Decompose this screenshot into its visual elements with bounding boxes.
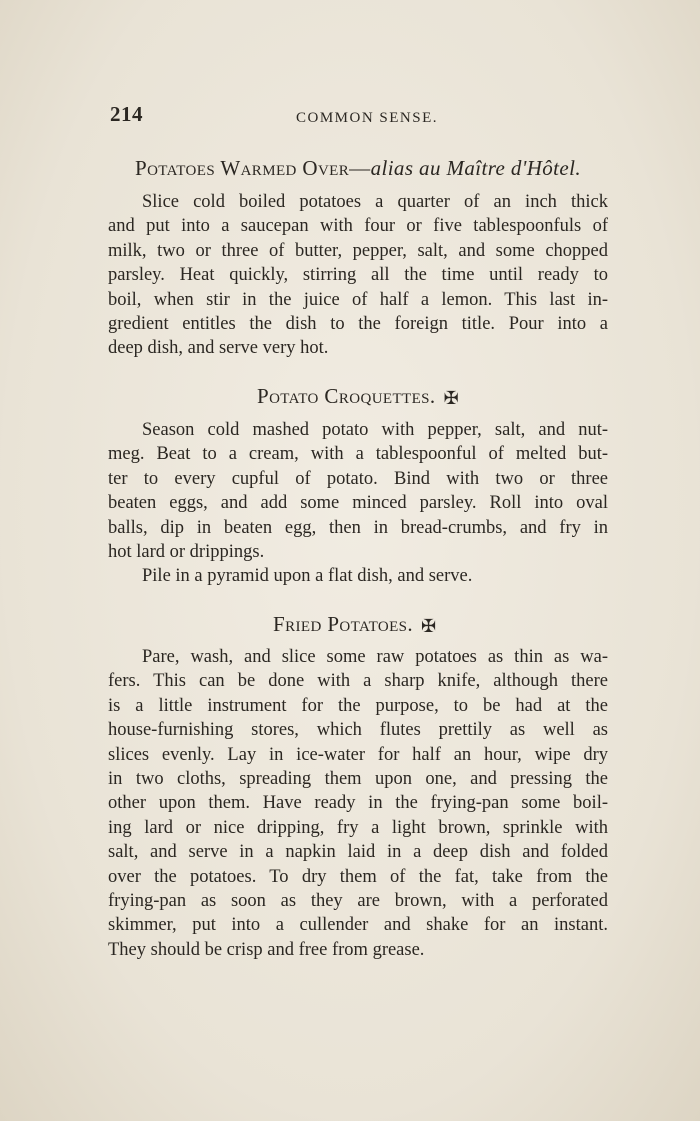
recipe-heading-title: Potatoes Warmed Over <box>135 156 350 180</box>
text-line: boil, when stir in the juice of half a lemon. This last in- <box>108 289 608 310</box>
text-line: salt, and serve in a napkin laid in a deep dish and folded <box>108 842 608 863</box>
page-number: 214 <box>110 102 143 126</box>
text-line: ter to every cupful of potato. Bind with two or three <box>108 468 608 489</box>
recipe-paragraph <box>108 645 608 962</box>
recipe-paragraph <box>108 190 608 361</box>
recipe-heading-potato-croquettes <box>257 384 459 409</box>
text-line: is a little instrument for the purpose, to be had at the <box>108 695 608 716</box>
text-line: hot lard or drippings. <box>108 542 265 563</box>
text-line: meg. Beat to a cream, with a tablespoonful of melted but- <box>108 444 608 465</box>
text-line: beaten eggs, and add some minced parsley. Roll into oval <box>108 493 608 514</box>
text-line: Slice cold boiled potatoes a quarter of an inch thick <box>142 192 608 212</box>
text-line: frying-pan as soon as they are brown, with a perforated <box>108 891 608 912</box>
text-line: fers. This can be done with a sharp knife, although there <box>108 671 608 692</box>
text-line: in two cloths, spreading them upon one, and pressing the <box>108 769 608 790</box>
text-line: deep dish, and serve very hot. <box>108 338 329 359</box>
text-line: slices evenly. Lay in ice-water for half an hour, wipe dry <box>108 744 608 765</box>
text-line: balls, dip in beaten egg, then in bread-crumbs, and fry in <box>108 517 608 538</box>
text-line: Season cold mashed potato with pepper, salt, and nut- <box>142 420 608 440</box>
page-header <box>110 100 610 130</box>
text-line: over the potatoes. To dry them of the fat, take from the <box>108 866 608 887</box>
recipe-heading-separator: — <box>349 156 371 180</box>
text-line: skimmer, put into a cullender and shake for an instant. <box>108 915 608 936</box>
text-line: ing lard or nice dripping, fry a light brown, sprinkle with <box>108 817 608 838</box>
recipe-heading-title: Potato Croquettes. <box>257 384 436 408</box>
recipe-paragraph <box>108 418 608 589</box>
maltese-cross-icon: ✠ <box>421 615 437 636</box>
text-line: Pile in a pyramid upon a flat dish, and serve. <box>142 566 473 587</box>
text-line: gredient entitles the dish to the foreign title. Pour into a <box>108 314 608 335</box>
text-line: house-furnishing stores, which flutes prettily as well as <box>108 720 608 741</box>
text-line: other upon them. Have ready in the frying-pan some boil- <box>108 793 608 814</box>
recipe-heading-fried-potatoes <box>273 612 437 637</box>
text-line: milk, two or three of butter, pepper, salt, and some chopped <box>108 240 608 261</box>
text-line: Pare, wash, and slice some raw potatoes as thin as wa- <box>142 647 608 667</box>
text-line: and put into a saucepan with four or five tablespoonfuls of <box>108 216 608 237</box>
running-head: COMMON SENSE. <box>296 110 439 126</box>
text-line: parsley. Heat quickly, stirring all the time until ready to <box>108 265 608 286</box>
recipe-heading-potatoes-warmed-over <box>135 156 581 181</box>
recipe-heading-title: Fried Potatoes. <box>273 612 414 636</box>
text-line: They should be crisp and free from grease. <box>108 939 425 960</box>
maltese-cross-icon: ✠ <box>443 387 460 408</box>
recipe-heading-alias: alias au Maître d'Hôtel. <box>370 156 582 180</box>
